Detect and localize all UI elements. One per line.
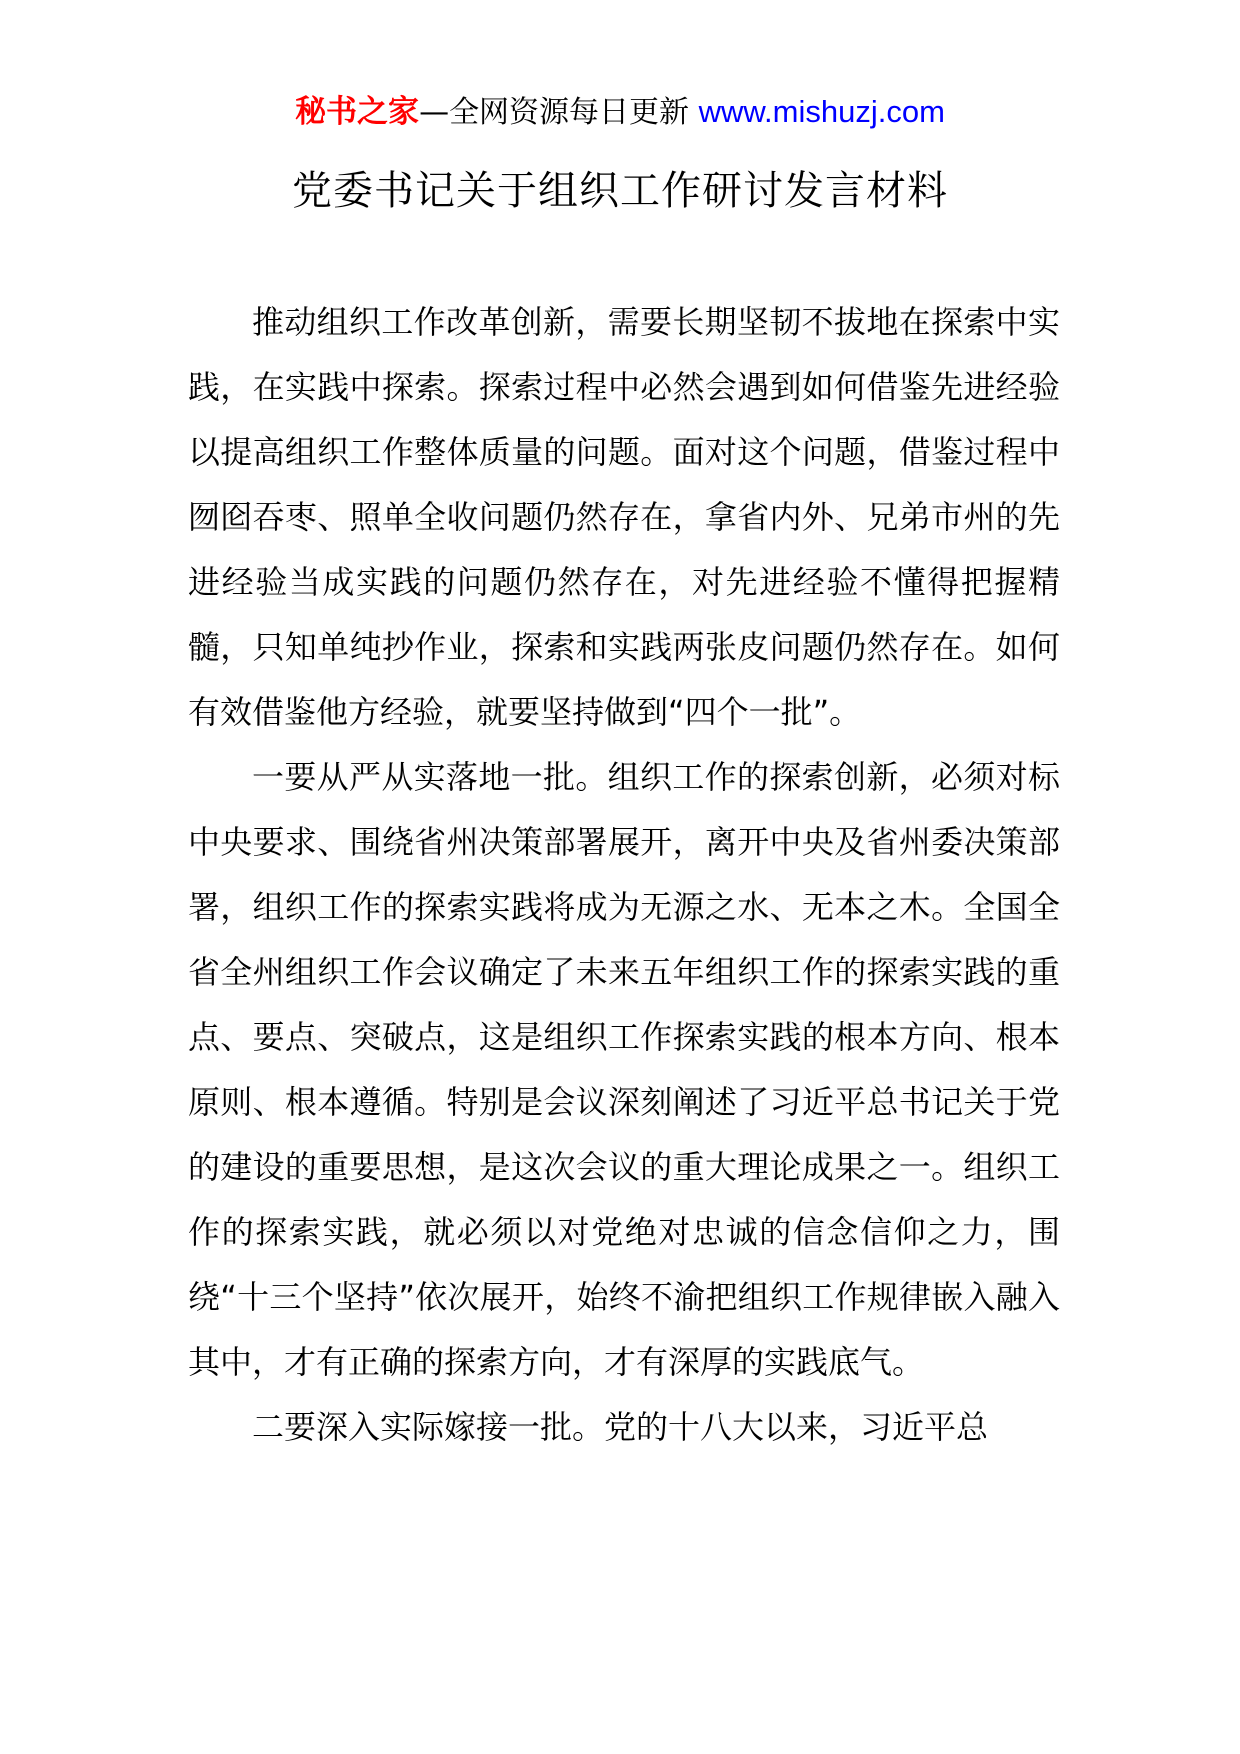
body-paragraph: 一要从严从实落地一批。组织工作的探索创新，必须对标中央要求、围绕省州决策部署展开，离开中央及省州委决策部署，组织工作的探索实践将成为无源之水、无本之木。全国全省全州组织工作会议确定了未来五年组织工作的探索实践的重点、要点、突破点，这是组织工作探索实践的根本方向、根本原则、根本遵循。特别是会议深刻阐述了习近平总书记关于党的建设的重要思想，是这次会议的重大理论成果之一。组织工作的探索实践，就必须以对党绝对忠诚的信念信仰之力，围绕“十三个坚持”依次展开，始终不渝把组织工作规律嵌入融入其中，才有正确的探索方向，才有深厚的实践底气。 (188, 758, 1060, 1381)
body-paragraph: 二要深入实际嫁接一批。党的十八大以来，习近平总 (252, 1408, 989, 1446)
document-title: 党委书记关于组织工作研讨发言材料 (292, 168, 948, 214)
site-header (0, 92, 1240, 133)
body-paragraph: 推动组织工作改革创新，需要长期坚韧不拔地在探索中实践，在实践中探索。探索过程中必然会遇到如何借鉴先进经验以提高组织工作整体质量的问题。面对这个问题，借鉴过程中囫囵吞枣、照单全收问题仍然存在，拿省内外、兄弟市州的先进经验当成实践的问题仍然存在，对先进经验不懂得把握精髓，只知单纯抄作业，探索和实践两张皮问题仍然存在。如何有效借鉴他方经验，就要坚持做到“四个一批”。 (188, 303, 1060, 731)
site-brand: 秘书之家 (295, 94, 420, 130)
site-tagline: —全网资源每日更新 (419, 95, 699, 130)
document-body (188, 290, 1060, 1460)
site-url-link[interactable]: www.mishuzj.com (698, 94, 945, 129)
